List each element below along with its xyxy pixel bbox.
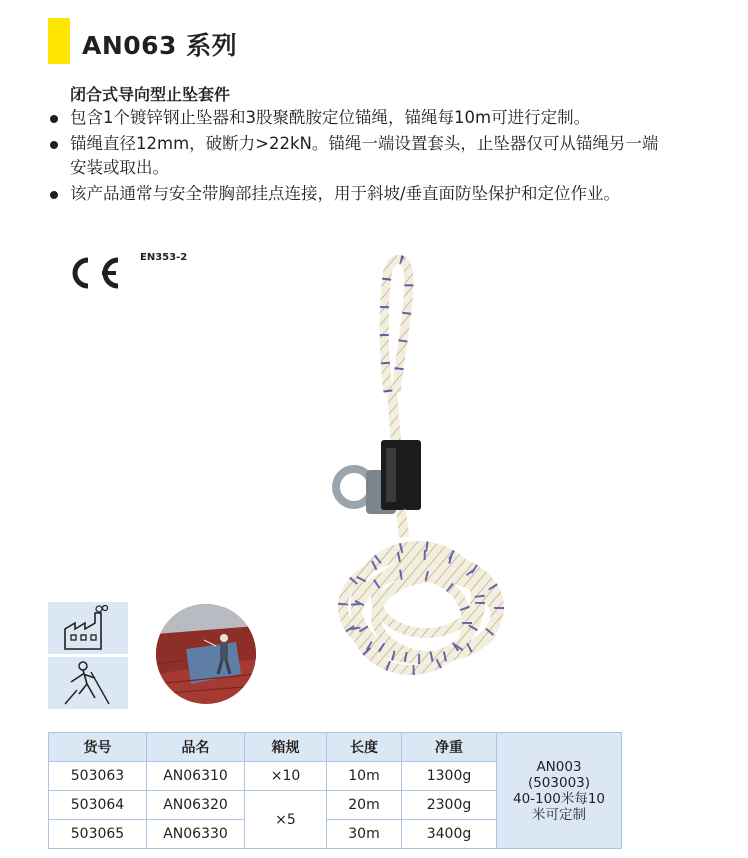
sku-cell: 503063 <box>49 762 147 791</box>
title-accent-bar <box>48 18 70 64</box>
roof-worker-photo <box>156 604 256 704</box>
table-header-row <box>49 733 622 762</box>
rope-grab-product-image <box>326 252 516 702</box>
feature-item: 锚绳直径12mm，破断力>22kN。锚绳一端设置套头，止坠器仅可从锚绳另一端安装或取出。 <box>46 132 666 180</box>
length-cell: 20m <box>327 791 402 820</box>
product-name-cell: AN06320 <box>147 791 245 820</box>
length-cell: 30m <box>327 820 402 849</box>
bullet-icon <box>50 115 58 123</box>
bullet-icon <box>50 191 58 199</box>
box-qty-cell: ×5 <box>245 791 327 849</box>
standard-label: EN353-2 <box>140 252 188 263</box>
column-header: 货号 <box>49 733 147 762</box>
usage-icons <box>48 602 128 712</box>
bullet-icon <box>50 141 58 149</box>
length-cell: 10m <box>327 762 402 791</box>
factory-icon <box>48 602 128 654</box>
column-header: 品名 <box>147 733 245 762</box>
column-header: 长度 <box>327 733 402 762</box>
weight-cell: 1300g <box>402 762 497 791</box>
worker-icon <box>48 657 128 709</box>
spec-table <box>48 732 622 849</box>
box-qty-cell: ×10 <box>245 762 327 791</box>
product-name-cell: AN06310 <box>147 762 245 791</box>
product-subtitle: 闭合式导向型止坠套件 <box>70 85 231 104</box>
weight-cell: 2300g <box>402 791 497 820</box>
sku-cell: 503065 <box>49 820 147 849</box>
ce-mark-icon <box>66 256 124 290</box>
feature-item: 该产品通常与安全带胸部挂点连接，用于斜坡/垂直面防坠保护和定位作业。 <box>46 182 666 206</box>
feature-item: 包含1个镀锌钢止坠器和3股聚酰胺定位锚绳，锚绳每10m可进行定制。 <box>46 106 666 130</box>
sku-cell: 503064 <box>49 791 147 820</box>
customization-note: AN003 (503003) 40-100米每10 米可定制 <box>497 733 622 849</box>
feature-list <box>46 106 666 208</box>
weight-cell: 3400g <box>402 820 497 849</box>
product-name-cell: AN06330 <box>147 820 245 849</box>
page-title: AN063 系列 <box>82 31 238 60</box>
column-header: 箱规 <box>245 733 327 762</box>
column-header: 净重 <box>402 733 497 762</box>
